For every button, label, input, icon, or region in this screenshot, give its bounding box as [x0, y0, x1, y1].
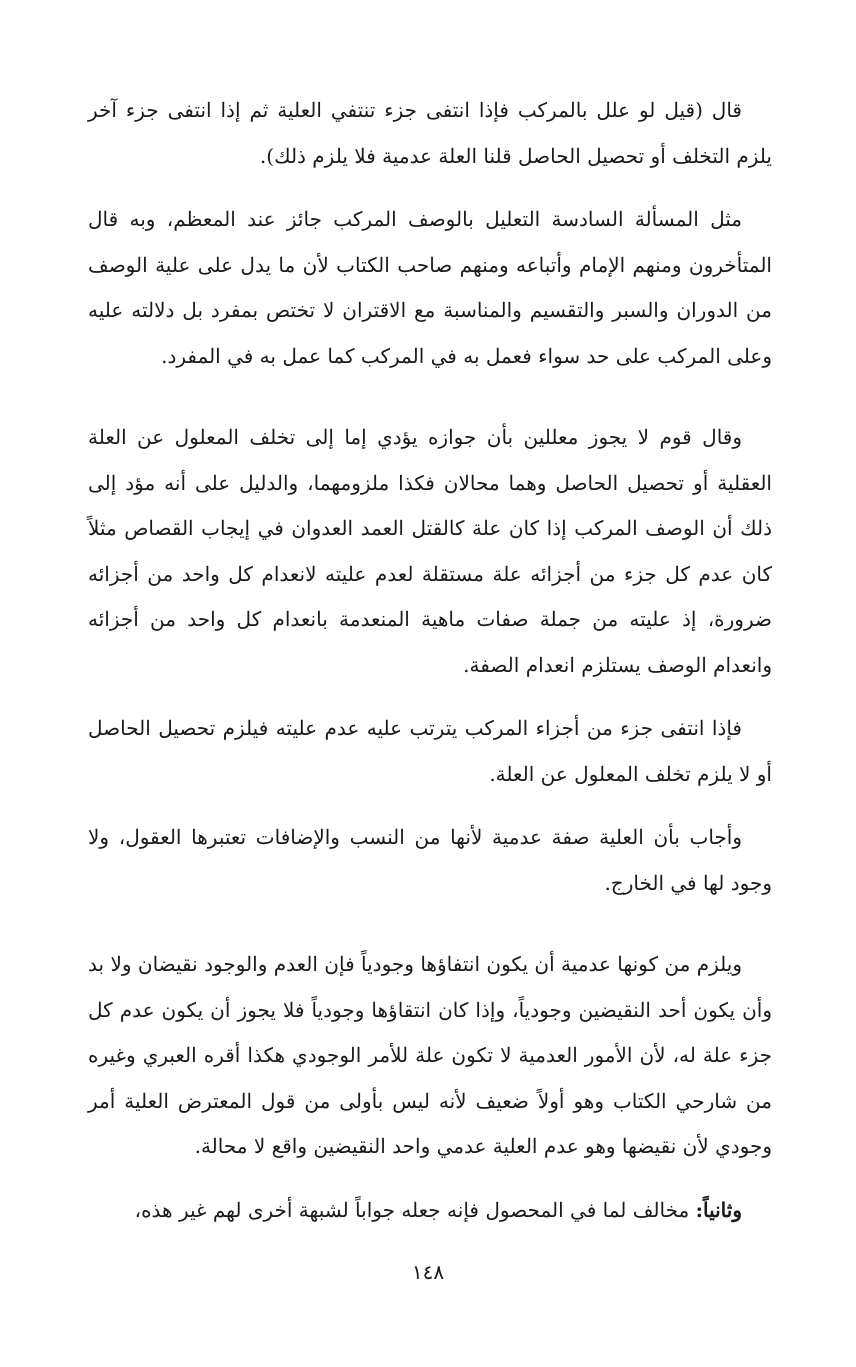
paragraph-7 — [88, 1188, 772, 1234]
paragraph-7-text: مخالف لما في المحصول فإنه جعله جواباً لشبهة أخرى لهم غير هذه، — [134, 1197, 696, 1222]
paragraph-5: وأجاب بأن العلية صفة عدمية لأنها من النسب والإضافات تعتبرها العقول، ولا وجود لها في الخارج. — [88, 825, 772, 895]
paragraph-1: قال (قيل لو علل بالمركب فإذا انتفى جزء تنتفي العلية ثم إذا انتفى جزء آخر يلزم التخلف أو تحصيل الحاصل قلنا العلة عدمية فلا يلزم ذلك). — [88, 98, 772, 168]
paragraph-2: مثل المسألة السادسة التعليل بالوصف المركب جائز عند المعظم، وبه قال المتأخرون ومنهم الإمام وأتباعه ومنهم صاحب الكتاب لأن ما يدل على علية الوصف من الدوران والسبر والتقسيم والمناسبة مع الاقتران لا تختص بمفرد بل دلالته عليه وعلى المركب على حد سواء فعمل به في المركب كما عمل به في المفرد. — [88, 207, 772, 368]
paragraph-4: فإذا انتفى جزء من أجزاء المركب يترتب عليه عدم عليته فيلزم تحصيل الحاصل أو لا يلزم تخلف المعلول عن العلة. — [88, 716, 772, 786]
paragraph-7-lead: وثانياً: — [695, 1197, 742, 1222]
page-number: ١٤٨ — [411, 1260, 445, 1284]
page-body — [88, 88, 772, 1233]
paragraph-3: وقال قوم لا يجوز معللين بأن جوازه يؤدي إما إلى تخلف المعلول عن العلة العقلية أو تحصيل الحاصل وهما محالان فكذا ملزومهما، والدليل على أنه مؤد إلى ذلك أن الوصف المركب إذا كان علة كالقتل العمد العدوان في إيجاب القصاص مثلاً كان عدم كل جزء من أجزائه علة مستقلة لعدم عليته لانعدام كل واحد من أجزائه ضرورة، إذ عليته من جملة صفات ماهية المنعدمة بانعدام كل واحد من أجزائه وانعدام الوصف يستلزم انعدام الصفة. — [88, 425, 772, 677]
paragraph-6: ويلزم من كونها عدمية أن يكون انتفاؤها وجودياً فإن العدم والوجود نقيضان ولا بد وأن يكون أحد النقيضين وجودياً، وإذا كان انتقاؤها وجودياً فلا يجوز أن يكون عدم كل جزء علة له، لأن الأمور العدمية لا تكون علة للأمر الوجودي هكذا أقره العبري وغيره من شارحي الكتاب وهو أولاً ضعيف لأنه ليس بأولى من قول المعترض العلية أمر وجودي لأن نقيضها وهو عدم العلية عدمي واحد النقيضين واقع لا محالة. — [88, 952, 772, 1158]
